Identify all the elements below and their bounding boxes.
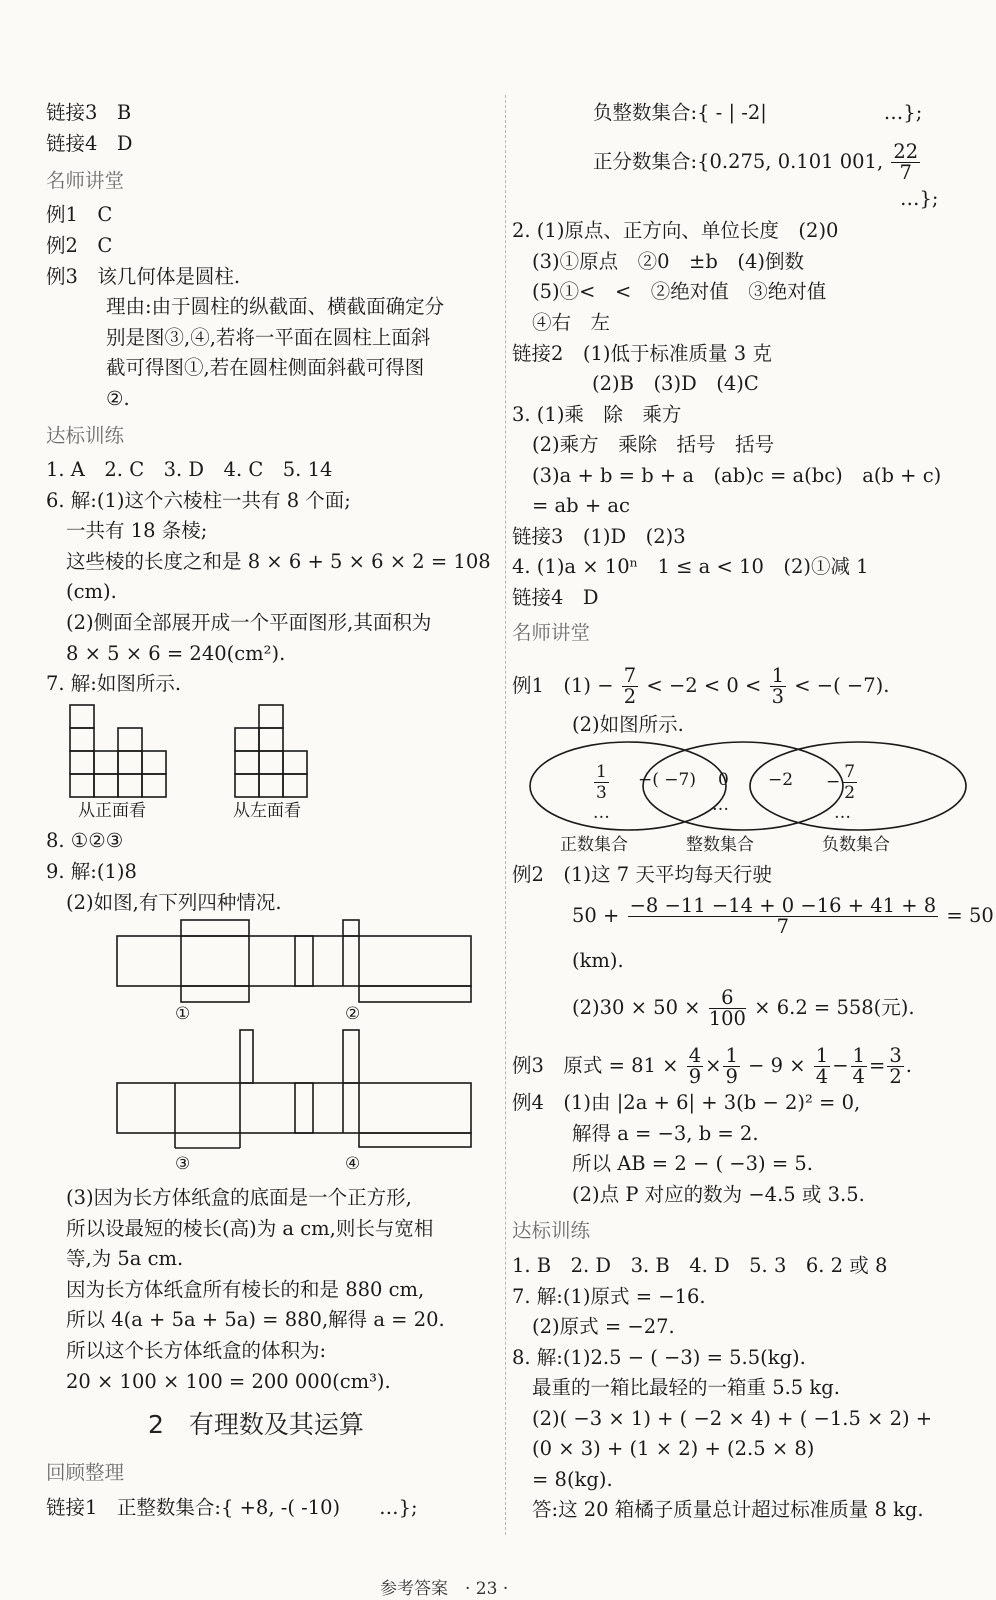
answer6-line3: 这些棱的长度之和是 8 × 6 + 5 × 6 × 2 = 108 bbox=[66, 550, 491, 573]
ex2-unit: (km). bbox=[572, 949, 624, 972]
q3-line4: = ab + ac bbox=[532, 494, 630, 517]
ex4-line1: 例4 (1)由 |2a + 6| + 3(b − 2)² = 0, bbox=[512, 1091, 861, 1114]
answer9-line1: 9. 解:(1)8 bbox=[46, 860, 137, 883]
net-figure-1 bbox=[115, 918, 315, 1003]
answer6-line2: 一共有 18 条棱; bbox=[66, 519, 208, 542]
example3-reason-3: 截可得图①,若在圆柱侧面斜截可得图 bbox=[106, 356, 425, 379]
q3-line2: (2)乘方 乘除 括号 括号 bbox=[532, 433, 775, 456]
answers-1-5: 1. A 2. C 3. D 4. C 5. 14 bbox=[46, 458, 333, 481]
net-figure-2 bbox=[293, 918, 473, 1003]
fraction-1-3: $\frac{1}{3}$ bbox=[771, 664, 784, 708]
link3-answer: 链接3 B bbox=[46, 101, 132, 124]
pos-frac-set-text: 正分数集合:{0.275, 0.101 001, bbox=[593, 150, 884, 173]
q2-line2: (3)①原点 ②0 ±b (4)倒数 bbox=[532, 250, 804, 273]
answer9-line7: 所以 4(a + 5a + 5a) = 880,解得 a = 20. bbox=[66, 1308, 445, 1331]
answer8: 8. ①②③ bbox=[46, 829, 124, 852]
fraction-22-7: $\frac{22}{7}$ bbox=[893, 140, 919, 184]
pos-frac-set-end: …}; bbox=[900, 187, 939, 210]
ex2-line1: 例2 (1)这 7 天平均每天行驶 bbox=[512, 863, 772, 886]
ex3-line: 例3 原式 = 81 × $\frac{4}{9}$ × $\frac{1}{9}$ − 9 × $\frac{1}{4}$ − $\frac{1}{4}$ = $\frac{3}{2}$ . bbox=[512, 1044, 912, 1088]
example3-reason-4: ②. bbox=[106, 387, 130, 410]
t8-line6: 答:这 20 箱橘子质量总计超过标准质量 8 kg. bbox=[532, 1498, 924, 1521]
section-heading-huigu: 回顾整理 bbox=[46, 1461, 125, 1484]
link4-answer: 链接4 D bbox=[46, 132, 133, 155]
net-figure-3 bbox=[115, 1028, 315, 1153]
net-figure-2-label: ② bbox=[345, 1004, 361, 1024]
link3-right: 链接3 (1)D (2)3 bbox=[512, 525, 686, 548]
t8-line2: 最重的一箱比最轻的一箱重 5.5 kg. bbox=[532, 1376, 840, 1399]
example3-reason-2: 别是图③,④,若将一平面在圆柱上面斜 bbox=[106, 326, 431, 349]
answer9-line6: 因为长方体纸盒所有棱长的和是 880 cm, bbox=[66, 1278, 425, 1301]
t8-line5: = 8(kg). bbox=[532, 1468, 613, 1491]
front-view-label: 从正面看 bbox=[78, 801, 146, 821]
answer6-line5: (2)侧面全部展开成一个平面图形,其面积为 bbox=[66, 611, 432, 634]
example3: 例3 该几何体是圆柱. bbox=[46, 265, 241, 288]
venn-label-negative: 负数集合 bbox=[822, 835, 890, 855]
ex1-line1: 例1 (1) − $\frac{7}{2}$ < −2 < 0 < $\frac{1}{3}$ < −( −7). bbox=[512, 664, 890, 708]
venn-fraction-1-3: $\frac{1}{3}$ … bbox=[592, 762, 610, 823]
fraction-6-100: $\frac{6}{100}$ bbox=[708, 986, 746, 1030]
venn-label-positive: 正数集合 bbox=[560, 835, 628, 855]
q2-line4: ④右 左 bbox=[532, 311, 611, 334]
venn-zero: 0 bbox=[718, 770, 729, 790]
pos-frac-set bbox=[593, 142, 922, 183]
example1: 例1 C bbox=[46, 203, 113, 226]
link4-right: 链接4 D bbox=[512, 586, 599, 609]
t8-line4: (0 × 3) + (1 × 2) + (2.5 × 8) bbox=[532, 1437, 815, 1460]
answer9-line2: (2)如图,有下列四种情况. bbox=[66, 891, 282, 914]
fraction-ex2: $\frac{-8 -11 -14 + 0 -16 + 41 + 8}{7}$ bbox=[629, 894, 937, 938]
column-divider bbox=[505, 95, 506, 1535]
ex2-formula: 50 + $\frac{-8 -11 -14 + 0 -16 + 41 + 8}{7}$ = 50 bbox=[572, 894, 994, 938]
t8-line1: 8. 解:(1)2.5 − ( −3) = 5.5(kg). bbox=[512, 1346, 806, 1369]
left-view-figure bbox=[233, 703, 313, 799]
answer9-line3: (3)因为长方体纸盒的底面是一个正方形, bbox=[66, 1186, 412, 1209]
answer6-line6: 8 × 5 × 6 = 240(cm²). bbox=[66, 642, 286, 665]
answer7: 7. 解:如图所示. bbox=[46, 672, 182, 695]
section-heading-dabiao: 达标训练 bbox=[46, 424, 125, 447]
section-heading-mingshi-right: 名师讲堂 bbox=[512, 621, 591, 644]
t-answers-1-6: 1. B 2. D 3. B 4. D 5. 3 6. 2 或 8 bbox=[512, 1254, 888, 1277]
ex4-line4: (2)点 P 对应的数为 −4.5 或 3.5. bbox=[572, 1183, 865, 1206]
link2-line2: (2)B (3)D (4)C bbox=[592, 372, 759, 395]
answer6-line4: (cm). bbox=[66, 580, 117, 603]
q2-line3: (5)①< < ②绝对值 ③绝对值 bbox=[532, 280, 827, 303]
link2-line1: 链接2 (1)低于标准质量 3 克 bbox=[512, 342, 772, 365]
section-heading-dabiao-right: 达标训练 bbox=[512, 1219, 591, 1242]
ex2-part2: (2)30 × 50 × $\frac{6}{100}$ × 6.2 = 558(元). bbox=[572, 986, 915, 1030]
q3-line3: (3)a + b = b + a (ab)c = a(bc) a(b + c) bbox=[532, 464, 942, 487]
left-view-label: 从左面看 bbox=[233, 801, 301, 821]
venn-label-integer: 整数集合 bbox=[686, 835, 754, 855]
q2-line1: 2. (1)原点、正方向、单位长度 (2)0 bbox=[512, 219, 839, 242]
t8-line3: (2)( −3 × 1) + ( −2 × 4) + ( −1.5 × 2) + bbox=[532, 1407, 933, 1430]
ex4-line3: 所以 AB = 2 − ( −3) = 5. bbox=[572, 1152, 813, 1175]
net-figure-3-label: ③ bbox=[175, 1154, 191, 1174]
venn-neg-7-2: − $\frac{7}{2}$ … bbox=[826, 762, 856, 823]
answer9-line9: 20 × 100 × 100 = 200 000(cm³). bbox=[66, 1370, 391, 1393]
net-figure-4-label: ④ bbox=[345, 1154, 361, 1174]
net-figure-1-label: ① bbox=[175, 1004, 191, 1024]
answer9-line8: 所以这个长方体纸盒的体积为: bbox=[66, 1339, 327, 1362]
q4-line: 4. (1)a × 10ⁿ 1 ≤ a < 10 (2)①减 1 bbox=[512, 555, 869, 578]
section-heading-mingshi: 名师讲堂 bbox=[46, 169, 125, 192]
venn-neg2: −2 bbox=[768, 770, 794, 790]
page-footer: 参考答案 · 23 · bbox=[380, 1579, 509, 1599]
t7-line2: (2)原式 = −27. bbox=[532, 1315, 675, 1338]
venn-neg-neg7: −( −7) bbox=[638, 770, 696, 790]
answer9-line4: 所以设最短的棱长(高)为 a cm,则长与宽相 bbox=[66, 1217, 434, 1240]
q3-line1: 3. (1)乘 除 乘方 bbox=[512, 403, 682, 426]
chapter-title: 2 有理数及其运算 bbox=[148, 1410, 364, 1439]
ex1-line2: (2)如图所示. bbox=[572, 713, 684, 736]
example3-reason-1: 理由:由于圆柱的纵截面、横截面确定分 bbox=[106, 295, 445, 318]
link1-answer: 链接1 正整数集合:{ +8, -( -10) …}; bbox=[46, 1496, 418, 1519]
net-figure-4 bbox=[293, 1028, 473, 1153]
neg-int-set: 负整数集合:{ - | -2| …}; bbox=[593, 101, 923, 124]
t7-line1: 7. 解:(1)原式 = −16. bbox=[512, 1285, 706, 1308]
front-view-figure bbox=[68, 703, 168, 799]
ex4-line2: 解得 a = −3, b = 2. bbox=[572, 1122, 759, 1145]
answer6-line1: 6. 解:(1)这个六棱柱一共有 8 个面; bbox=[46, 489, 351, 512]
example2: 例2 C bbox=[46, 234, 113, 257]
fraction-7-2: $\frac{7}{2}$ bbox=[623, 664, 637, 708]
answer9-line5: 等,为 5a cm. bbox=[66, 1247, 184, 1270]
venn-int-dots: … bbox=[712, 795, 729, 815]
